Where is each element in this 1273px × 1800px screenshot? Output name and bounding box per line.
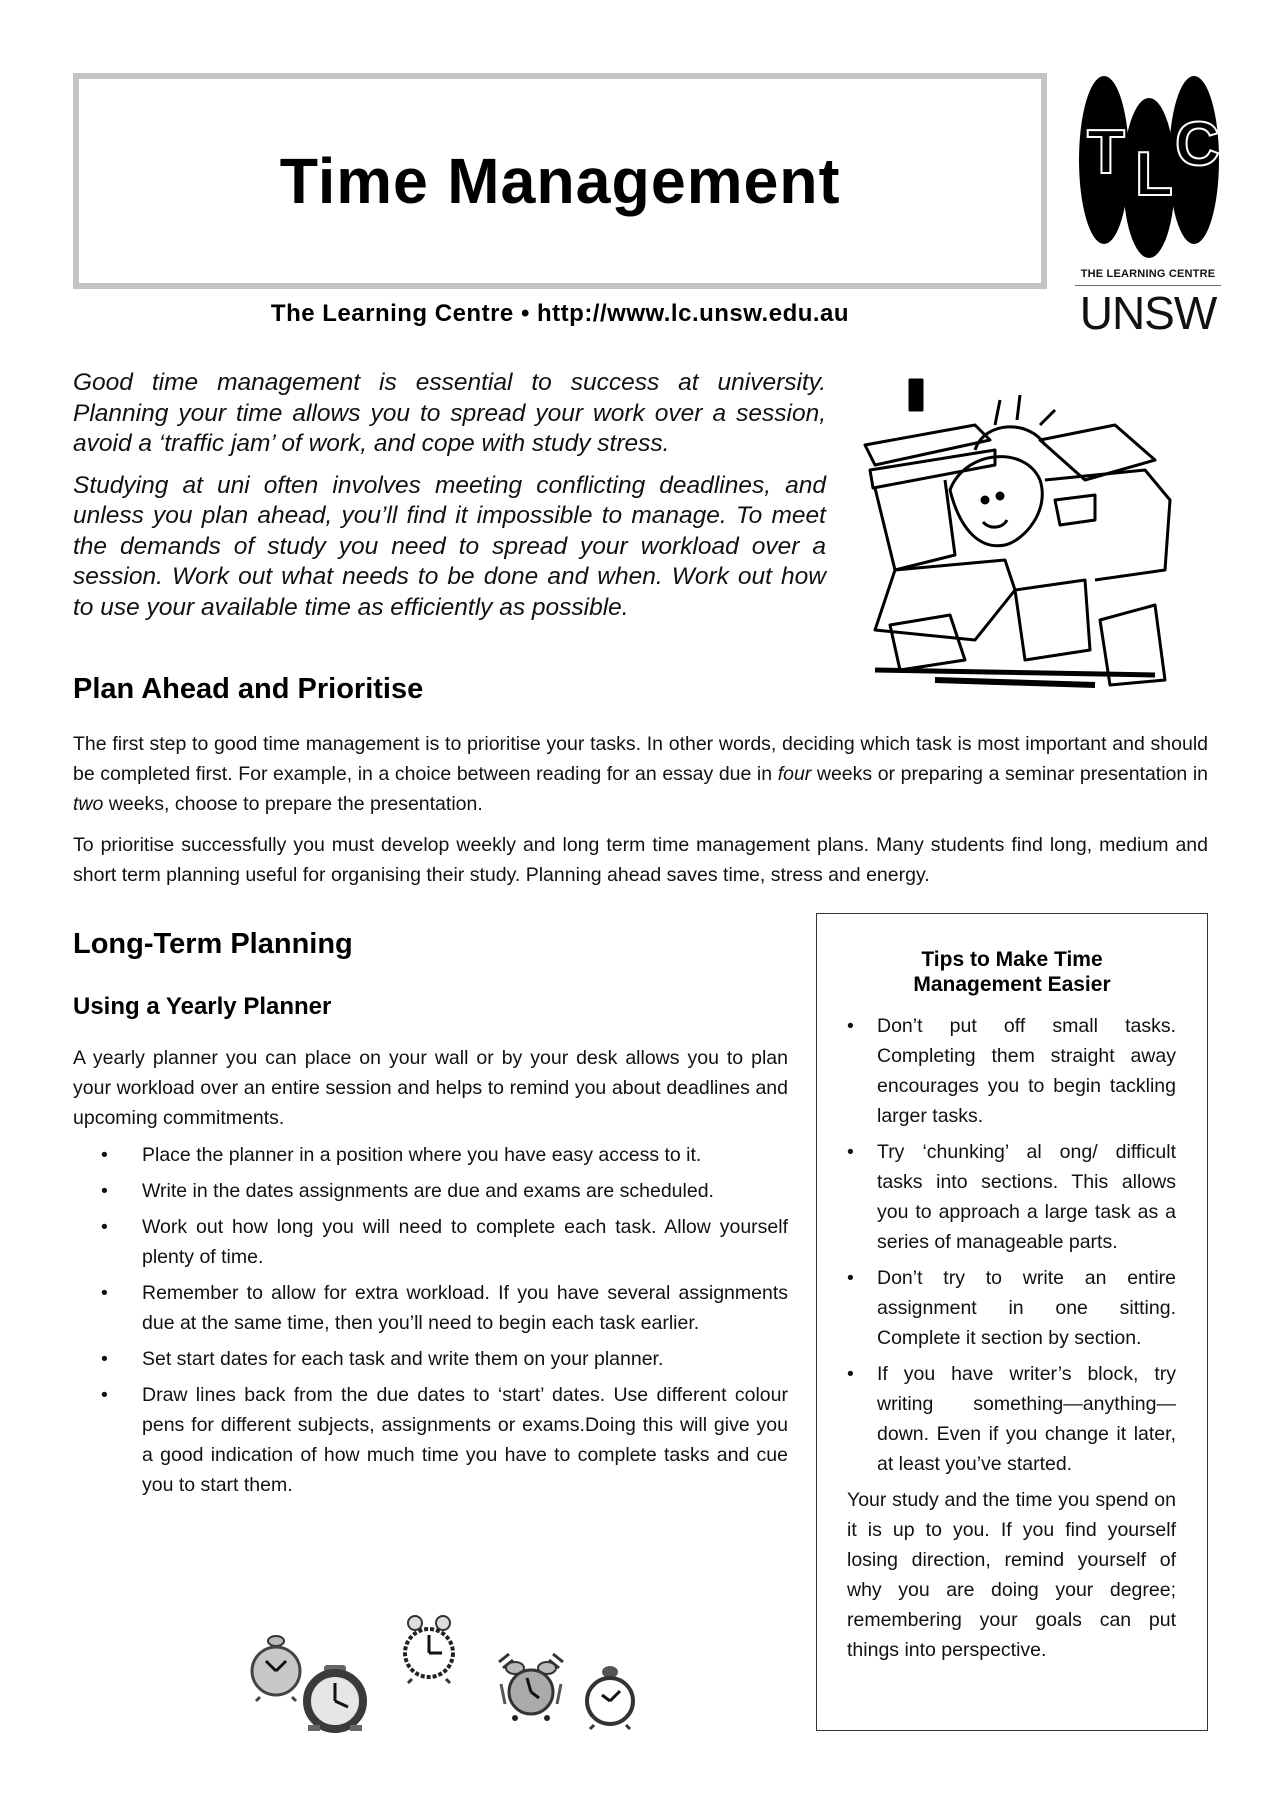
bullet-icon: • bbox=[101, 1282, 108, 1304]
alarm-clock-icon bbox=[400, 1615, 458, 1685]
logo-letter: T bbox=[1087, 118, 1125, 187]
page-subtitle: The Learning Centre • http://www.lc.unsw.edu.au bbox=[270, 300, 850, 327]
subheading-yearly-planner: Using a Yearly Planner bbox=[73, 993, 332, 1020]
ringing-alarm-clock-icon bbox=[495, 1650, 567, 1722]
bullet-icon: • bbox=[101, 1180, 108, 1202]
plan-ahead-paragraph: The first step to good time management is to prioritise your tasks. In other words, deciding which task is most important and should be completed first. For example, in a choice between reading for an essay due in four weeks or preparing a seminar presentation in two weeks, choose to prepare the presentation. bbox=[73, 733, 1208, 815]
tip-item: • If you have writer’s block, try writing something—anything—down. Even if you change it later, at least you’ve started. bbox=[847, 1359, 1176, 1479]
list-item: • Set start dates for each task and write them on your planner. bbox=[73, 1344, 788, 1374]
bullet-icon: • bbox=[847, 1141, 854, 1163]
tlc-unsw-logo bbox=[1075, 70, 1225, 339]
bullet-icon: • bbox=[101, 1348, 108, 1370]
bullet-icon: • bbox=[101, 1216, 108, 1238]
intro-paragraph: Good time management is essential to success at university. Planning your time allows you to spread your work over a session, avoid a ‘traffic jam’ of work, and cope with study stress. bbox=[73, 369, 826, 457]
logo-centre-name: THE LEARNING CENTRE bbox=[1075, 268, 1221, 286]
yearly-planner-intro bbox=[73, 1043, 788, 1133]
logo-university: UNSW bbox=[1079, 287, 1217, 339]
title-box bbox=[73, 73, 1047, 289]
alarm-clock-icon bbox=[248, 1635, 304, 1703]
list-item: • Remember to allow for extra workload. If you have several assignments due at the same time, then you’ll need to begin each task earlier. bbox=[73, 1278, 788, 1338]
tip-item: • Don’t put off small tasks. Completing them straight away encourages you to begin tackling larger tasks. bbox=[847, 1011, 1176, 1131]
tips-heading: Tips to Make Time Management Easier bbox=[913, 948, 1111, 996]
tlc-logo-mark bbox=[1075, 70, 1225, 260]
alarm-clock-icon bbox=[300, 1663, 370, 1733]
cartoon-illustration bbox=[855, 370, 1180, 695]
intro-section bbox=[73, 368, 826, 623]
alarm-clock-icon bbox=[582, 1665, 638, 1731]
bullet-icon: • bbox=[101, 1384, 108, 1406]
tips-closing-paragraph: Your study and the time you spend on it is up to you. If you find yourself losing direction, remind yourself of why you are doing your degree; remembering your goals can put things into perspective. bbox=[847, 1489, 1176, 1661]
emphasis-four: four bbox=[777, 763, 812, 785]
yearly-planner-paragraph: A yearly planner you can place on your wall or by your desk allows you to plan your workload over an entire session and helps to remind you about deadlines and upcoming commitments. bbox=[73, 1047, 788, 1129]
list-item: • Write in the dates assignments are due and exams are scheduled. bbox=[73, 1176, 788, 1206]
tip-item: • Don’t try to write an entire assignment in one sitting. Complete it section by section. bbox=[847, 1263, 1176, 1353]
page-title: Time Management bbox=[279, 145, 841, 217]
yearly-planner-list bbox=[73, 1140, 788, 1506]
bullet-icon: • bbox=[847, 1267, 854, 1289]
tips-list bbox=[817, 1011, 1207, 1479]
list-item: • Place the planner in a position where you have easy access to it. bbox=[73, 1140, 788, 1170]
logo-letter: L bbox=[1135, 140, 1173, 209]
bullet-icon: • bbox=[847, 1363, 854, 1385]
tip-item: • Try ‘chunking’ al ong/ difficult tasks into sections. This allows you to approach a large task as a series of manageable parts. bbox=[847, 1137, 1176, 1257]
logo-letter: C bbox=[1175, 110, 1220, 179]
list-item: • Work out how long you will need to complete each task. Allow yourself plenty of time. bbox=[73, 1212, 788, 1272]
section-heading-long-term: Long-Term Planning bbox=[73, 928, 353, 960]
bullet-icon: • bbox=[101, 1144, 108, 1166]
tips-box bbox=[816, 913, 1208, 1731]
list-item: • Draw lines back from the due dates to ‘start’ dates. Use different colour pens for different subjects, assignments or exams.Doing this will give you a good indication of how much time you have to complete tasks and cue you to start them. bbox=[73, 1380, 788, 1500]
clock-decoration bbox=[240, 1615, 640, 1735]
section-heading-plan-ahead: Plan Ahead and Prioritise bbox=[73, 673, 424, 705]
emphasis-two: two bbox=[73, 793, 104, 815]
intro-paragraph: Studying at uni often involves meeting conflicting deadlines, and unless you plan ahead, you’ll find it impossible to manage. To meet the demands of study you need to spread your workload over a session. Work out what needs to be done and when. Work out how to use your available time as efficiently as possible. bbox=[73, 471, 826, 621]
plan-ahead-body bbox=[73, 729, 1208, 890]
plan-ahead-paragraph: To prioritise successfully you must develop weekly and long term time management plans. Many students find long, medium and short term planning useful for organising their study. Planning ahead saves time, stress and energy. bbox=[73, 834, 1208, 886]
bullet-icon: • bbox=[847, 1015, 854, 1037]
